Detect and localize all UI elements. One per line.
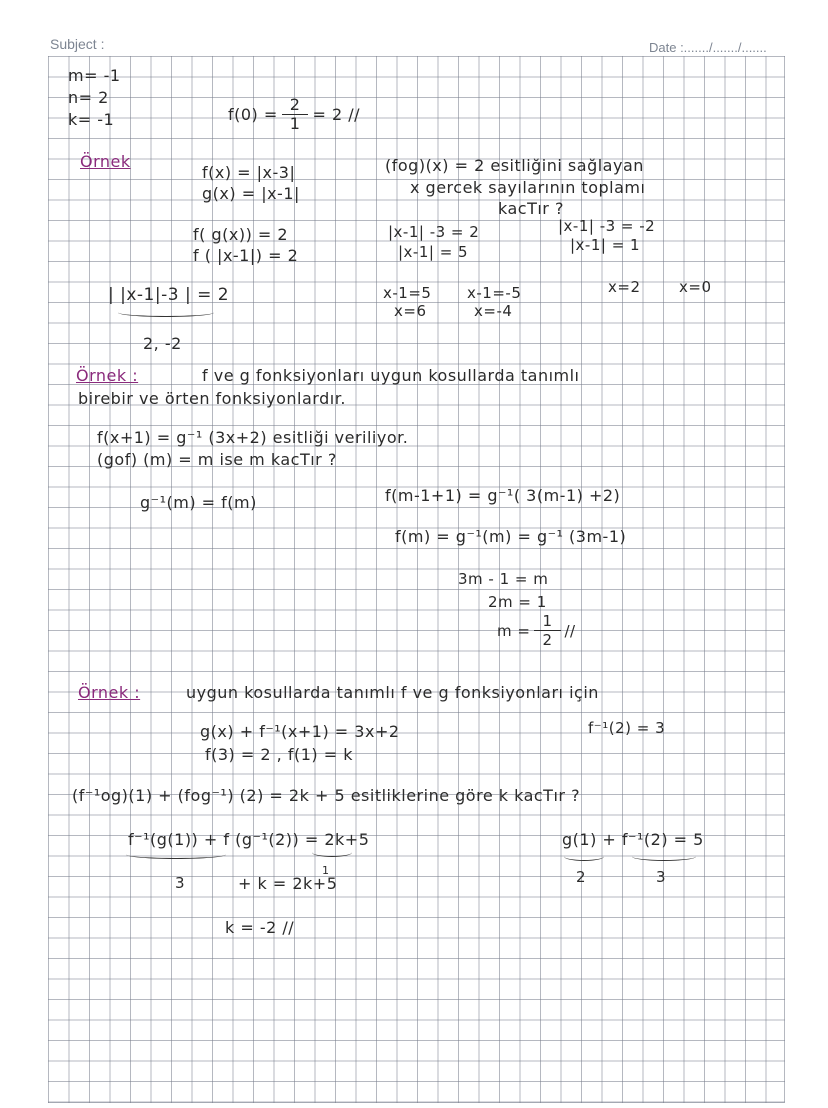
example3-question: (f⁻¹og)(1) + (fog⁻¹) (2) = 2k + 5 esitliklerine göre k kacTır ?: [72, 786, 581, 805]
example2-given-2: (gof) (m) = m ise m kacTır ?: [97, 450, 337, 469]
example3-answer: k = -2 //: [225, 918, 295, 937]
date-label: Date :......./......./.......: [649, 40, 767, 55]
example2-statement-1: f ve g fonksiyonları uygun kosullarda tanımlı: [202, 366, 580, 385]
example1-case-pos-2: |x-1| = 5: [398, 243, 469, 261]
step1-brace-mid: [312, 848, 352, 857]
example1-question-1: (fog)(x) = 2 esitliğini sağlayan: [385, 156, 644, 175]
example2-statement-2: birebir ve örten fonksiyonlardır.: [78, 389, 346, 408]
example1-label: Örnek: [80, 152, 131, 171]
example1-step-2: f ( |x-1|) = 2: [193, 246, 299, 265]
example1-abs-eq: | |x-1|-3 | = 2: [108, 285, 230, 305]
example2-answer: [497, 612, 576, 649]
example3-side-note: f⁻¹(2) = 3: [588, 719, 666, 737]
example3-step-1: f⁻¹(g(1)) + f (g⁻¹(2)) = 2k+5: [128, 830, 370, 849]
example3-given-1: g(x) + f⁻¹(x+1) = 3x+2: [200, 722, 400, 741]
example2-step-3: 3m - 1 = m: [458, 570, 549, 588]
example1-brace: [118, 308, 214, 317]
example1-case-pos-1: |x-1| -3 = 2: [388, 223, 480, 241]
step1-brace-mid-value: 1: [322, 864, 330, 877]
example1-sol-4: x=-4: [474, 302, 513, 320]
example2-step-4: 2m = 1: [488, 593, 547, 611]
example1-sol-5: x=2: [608, 278, 641, 296]
f0-fraction: [282, 96, 309, 133]
example1-sol-3: x-1=-5: [467, 284, 522, 302]
example3-given-2: f(3) = 2 , f(1) = k: [205, 745, 353, 764]
intro-k: k= -1: [68, 110, 115, 129]
example3-label: Örnek :: [78, 683, 141, 702]
side-brace-1-value: 2: [576, 868, 587, 886]
example2-step-2: f(m) = g⁻¹(m) = g⁻¹ (3m-1): [395, 527, 627, 546]
answer-lhs: m =: [497, 621, 531, 640]
example1-given-f: f(x) = |x-3|: [202, 163, 296, 182]
example1-step-1: f( g(x)) = 2: [193, 225, 289, 244]
step1-brace-left-value: 3: [175, 874, 186, 892]
f0-lhs: f(0) =: [228, 105, 278, 124]
example2-step-1: f(m-1+1) = g⁻¹( 3(m-1) +2): [385, 486, 621, 505]
example3-side-eq: g(1) + f⁻¹(2) = 5: [562, 830, 704, 849]
example3-statement: uygun kosullarda tanımlı f ve g fonksiyonları için: [186, 683, 599, 702]
f0-numerator: 2: [282, 96, 309, 115]
side-brace-2: [632, 852, 696, 861]
step1-brace-left: [126, 850, 226, 859]
example2-given-1: f(x+1) = g⁻¹ (3x+2) esitliği veriliyor.: [97, 428, 409, 447]
example1-question-2: x gercek sayılarının toplamı: [410, 178, 646, 197]
example1-case-neg-2: |x-1| = 1: [570, 236, 641, 254]
f0-denominator: 1: [289, 114, 301, 133]
example1-sol-2: x=6: [394, 302, 427, 320]
example1-sol-1: x-1=5: [383, 284, 432, 302]
intro-n: n= 2: [68, 88, 109, 107]
example1-case-neg-1: |x-1| -3 = -2: [558, 217, 656, 235]
graph-paper-grid: [48, 56, 785, 1103]
example1-question-3: kacTır ?: [498, 199, 564, 218]
example1-brace-values: 2, -2: [143, 334, 182, 353]
example1-sol-6: x=0: [679, 278, 712, 296]
answer-fraction: [534, 612, 560, 649]
example2-note: g⁻¹(m) = f(m): [140, 493, 257, 512]
intro-f0: [228, 96, 360, 133]
example1-given-g: g(x) = |x-1|: [202, 184, 300, 203]
subject-label: Subject :: [50, 36, 105, 52]
side-brace-2-value: 3: [656, 868, 667, 886]
example3-step-2: + k = 2k+5: [238, 874, 338, 893]
answer-denominator: 2: [542, 631, 553, 649]
answer-numerator: 1: [534, 612, 560, 631]
example2-label: Örnek :: [76, 366, 139, 385]
side-brace-1: [564, 852, 604, 861]
answer-mark: //: [564, 621, 576, 640]
f0-rhs: = 2 //: [312, 105, 361, 124]
intro-m: m= -1: [68, 66, 121, 85]
